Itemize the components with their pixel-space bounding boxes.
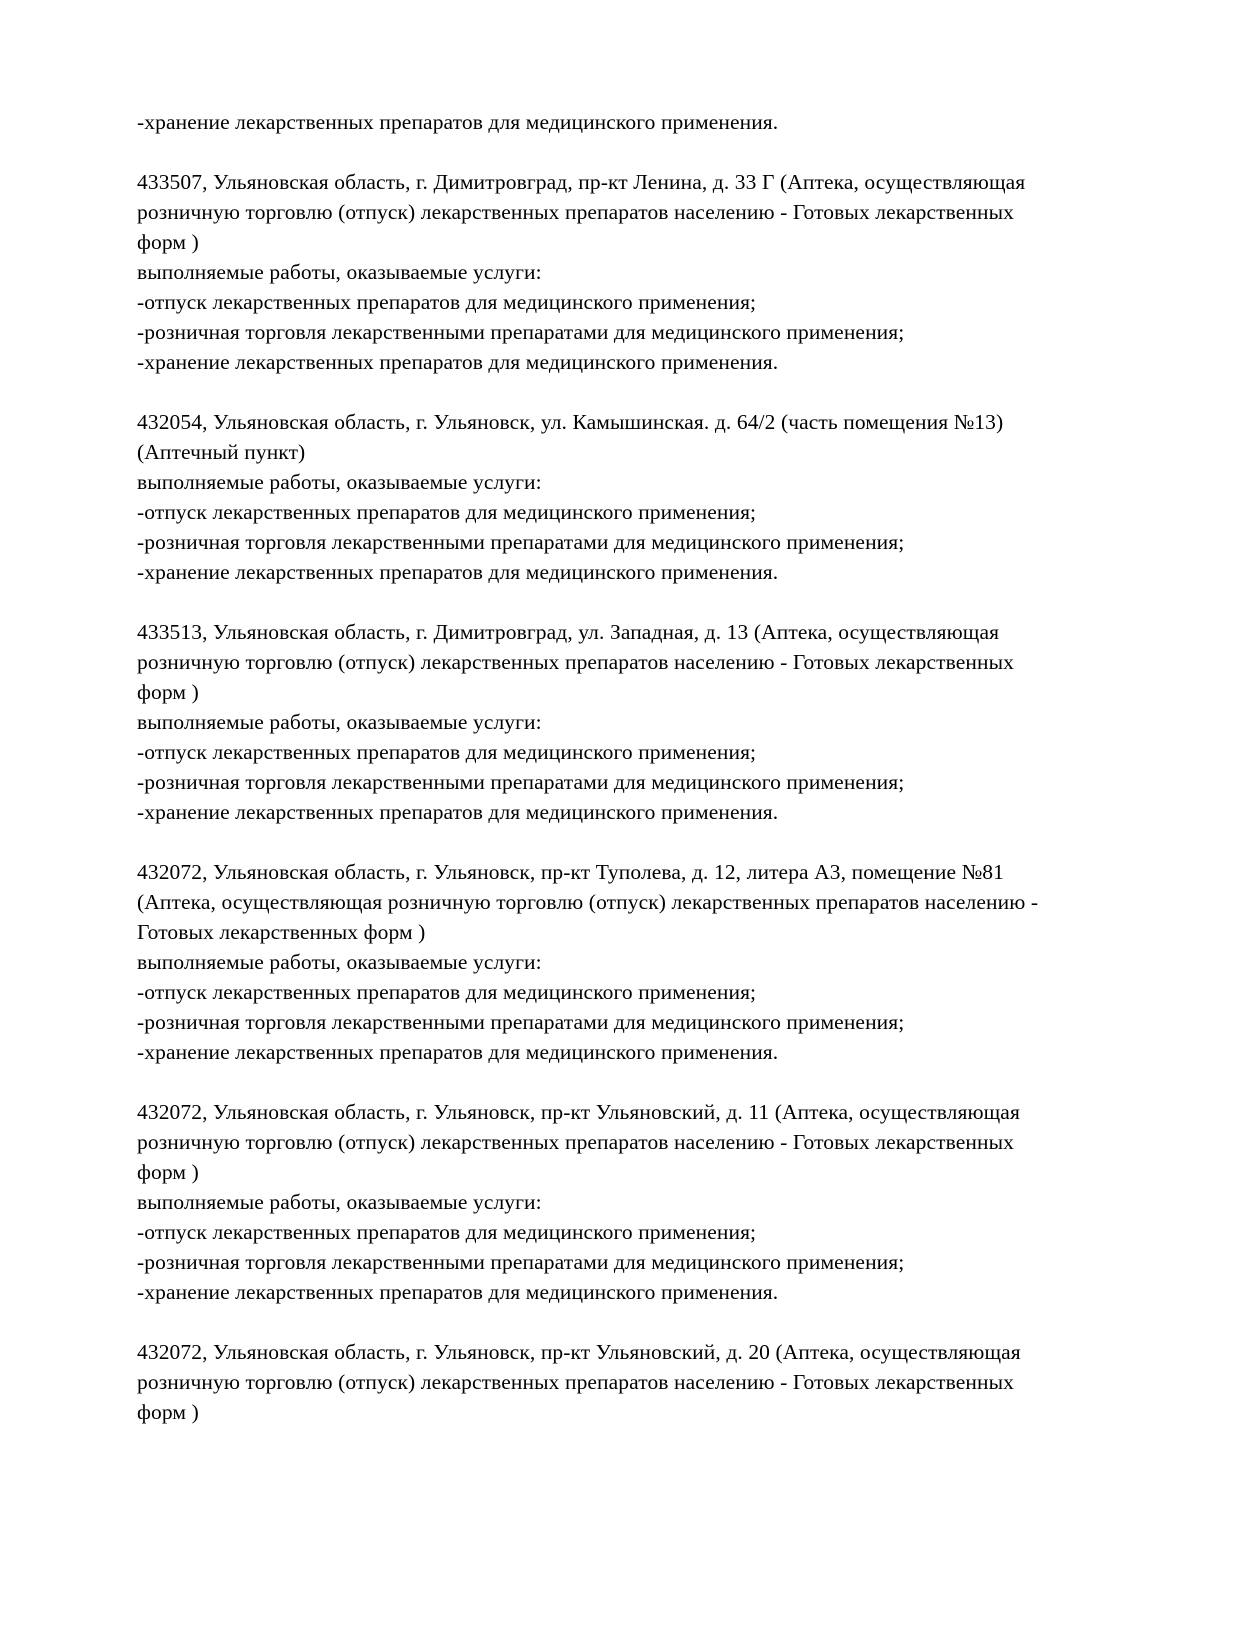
services-continuation: [137, 107, 1184, 137]
text-line: -хранение лекарственных препаратов для медицинского применения.: [137, 800, 779, 824]
document-body: [137, 107, 1184, 1427]
text-line: -отпуск лекарственных препаратов для медицинского применения;: [137, 290, 757, 314]
pharmacy-entry-433507-lenina-33g: [137, 167, 1184, 377]
text-line: -хранение лекарственных препаратов для медицинского применения.: [137, 1040, 779, 1064]
text-line: выполняемые работы, оказываемые услуги:: [137, 470, 542, 494]
text-line: форм ): [137, 1400, 199, 1424]
text-line: -отпуск лекарственных препаратов для медицинского применения;: [137, 500, 757, 524]
text-line: выполняемые работы, оказываемые услуги:: [137, 260, 542, 284]
text-line: 432072, Ульяновская область, г. Ульяновск, пр-кт Туполева, д. 12, литера А3, помещение №81: [137, 860, 1004, 884]
text-line: -розничная торговля лекарственными препаратами для медицинского применения;: [137, 530, 905, 554]
text-line: 432072, Ульяновская область, г. Ульяновск, пр-кт Ульяновский, д. 11 (Аптека, осуществляющая: [137, 1100, 1020, 1124]
text-line: выполняемые работы, оказываемые услуги:: [137, 710, 542, 734]
pharmacy-entry-433513-zapadnaya-13: [137, 617, 1184, 827]
text-line: форм ): [137, 1160, 199, 1184]
pharmacy-entry-432072-ulyanovskiy-20: [137, 1337, 1184, 1427]
text-line: -хранение лекарственных препаратов для медицинского применения.: [137, 110, 779, 134]
text-line: -хранение лекарственных препаратов для медицинского применения.: [137, 560, 779, 584]
text-line: -хранение лекарственных препаратов для медицинского применения.: [137, 1280, 779, 1304]
text-line: -розничная торговля лекарственными препаратами для медицинского применения;: [137, 1250, 905, 1274]
text-line: -отпуск лекарственных препаратов для медицинского применения;: [137, 740, 757, 764]
text-line: Готовых лекарственных форм ): [137, 920, 426, 944]
text-line: 433513, Ульяновская область, г. Димитровград, ул. Западная, д. 13 (Аптека, осуществляющая: [137, 620, 1000, 644]
text-line: 432054, Ульяновская область, г. Ульяновск, ул. Камышинская. д. 64/2 (часть помещения №13): [137, 410, 1004, 434]
text-line: форм ): [137, 680, 199, 704]
text-line: 432072, Ульяновская область, г. Ульяновск, пр-кт Ульяновский, д. 20 (Аптека, осуществляющая: [137, 1340, 1021, 1364]
text-line: форм ): [137, 230, 199, 254]
text-line: -розничная торговля лекарственными препаратами для медицинского применения;: [137, 1010, 905, 1034]
text-line: -отпуск лекарственных препаратов для медицинского применения;: [137, 1220, 757, 1244]
text-line: -розничная торговля лекарственными препаратами для медицинского применения;: [137, 320, 905, 344]
text-line: розничную торговлю (отпуск) лекарственных препаратов населению - Готовых лекарственных: [137, 650, 1014, 674]
text-line: розничную торговлю (отпуск) лекарственных препаратов населению - Готовых лекарственных: [137, 200, 1014, 224]
text-line: розничную торговлю (отпуск) лекарственных препаратов населению - Готовых лекарственных: [137, 1130, 1014, 1154]
text-line: выполняемые работы, оказываемые услуги:: [137, 1190, 542, 1214]
text-line: (Аптечный пункт): [137, 440, 306, 464]
text-line: -хранение лекарственных препаратов для медицинского применения.: [137, 350, 779, 374]
text-line: -розничная торговля лекарственными препаратами для медицинского применения;: [137, 770, 905, 794]
text-line: 433507, Ульяновская область, г. Димитровград, пр-кт Ленина, д. 33 Г (Аптека, осуществляющая: [137, 170, 1026, 194]
text-line: -отпуск лекарственных препаратов для медицинского применения;: [137, 980, 757, 1004]
pharmacy-entry-432054-kamyshinskaya-64-2: [137, 407, 1184, 587]
text-line: розничную торговлю (отпуск) лекарственных препаратов населению - Готовых лекарственных: [137, 1370, 1014, 1394]
pharmacy-entry-432072-tupoleva-12: [137, 857, 1184, 1067]
text-line: выполняемые работы, оказываемые услуги:: [137, 950, 542, 974]
text-line: (Аптека, осуществляющая розничную торговлю (отпуск) лекарственных препаратов населению -: [137, 890, 1039, 914]
pharmacy-entry-432072-ulyanovskiy-11: [137, 1097, 1184, 1307]
